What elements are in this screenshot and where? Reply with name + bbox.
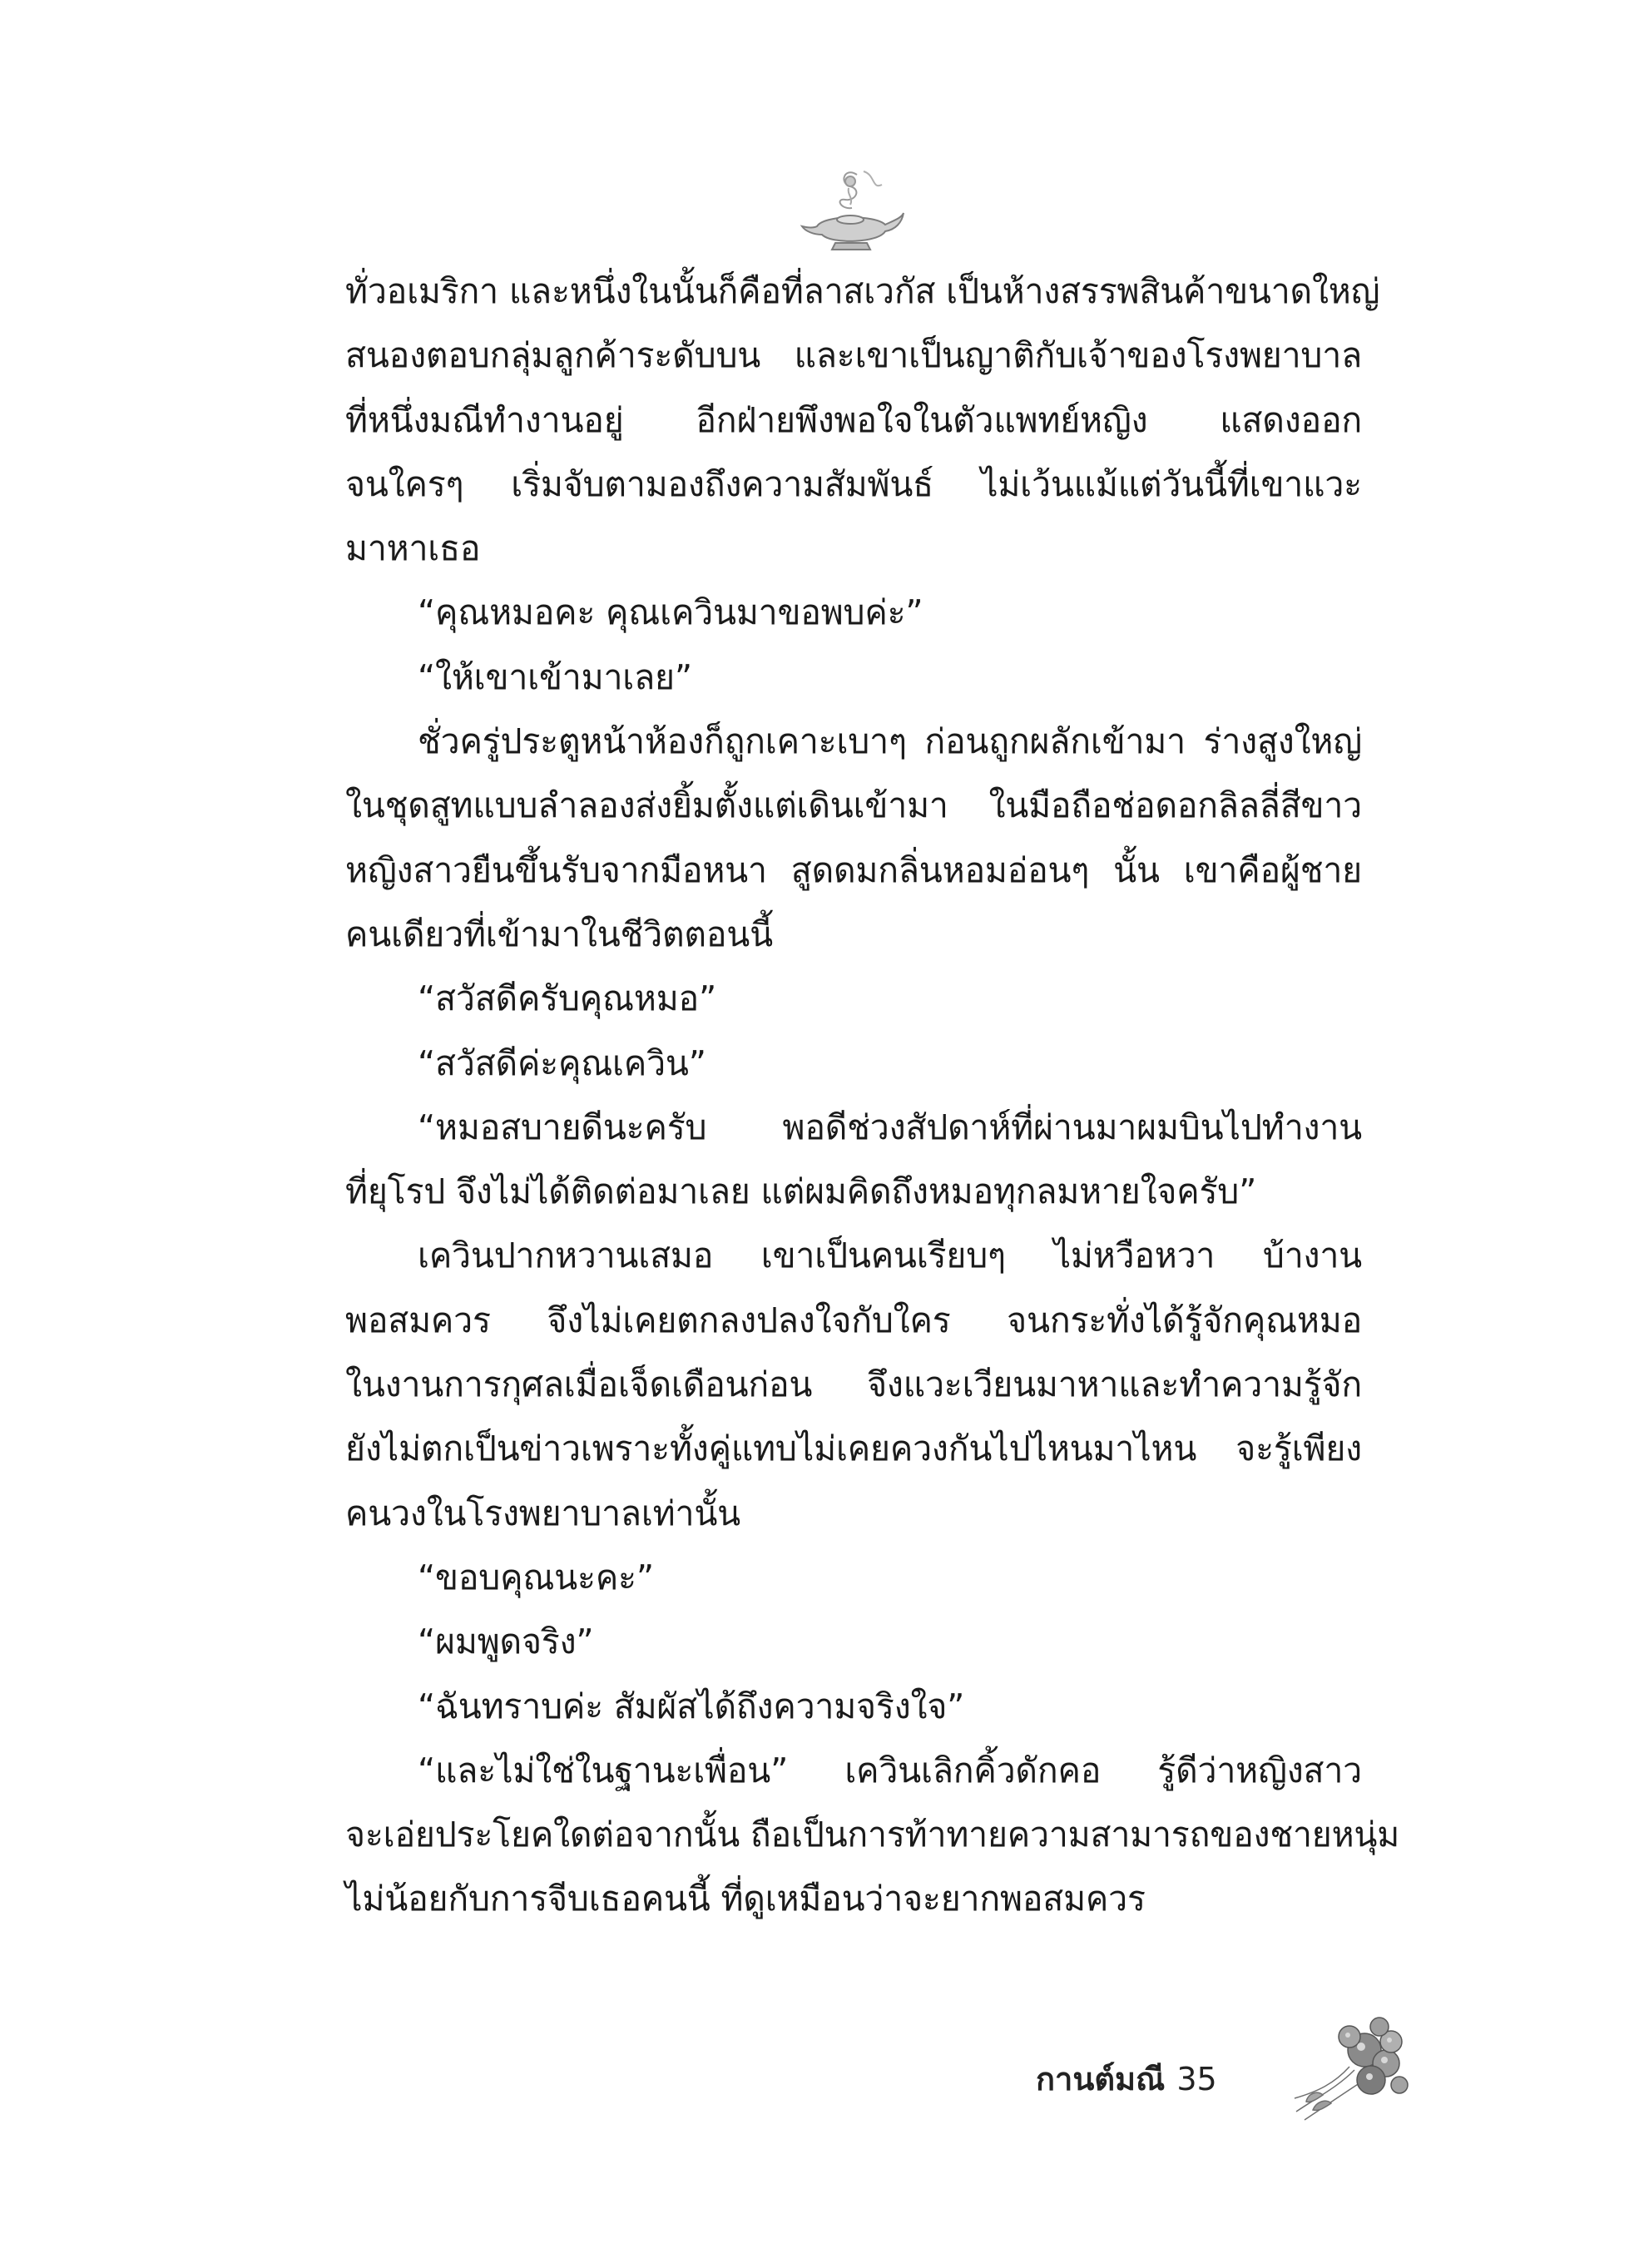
body-text bbox=[345, 260, 1400, 1932]
text-line: ทั่วอเมริกา และหนึ่งในนั้นก็คือที่ลาสเวกัส เป็นห้างสรรพสินค้าขนาดใหญ่ bbox=[345, 271, 1380, 311]
text-line: “และไม่ใช่ในฐานะเพื่อน” เควินเลิกคิ้วดักคอ รู้ดีว่าหญิงสาว bbox=[418, 1750, 1362, 1790]
dialogue-line: “ผมพูดจริง” bbox=[418, 1622, 594, 1662]
text-line: สนองตอบกลุ่มลูกค้าระดับบน และเขาเป็นญาติกับเจ้าของโรงพยาบาล bbox=[345, 335, 1362, 376]
paragraph bbox=[345, 260, 1380, 581]
text-line: จนใครๆ เริ่มจับตามองถึงความสัมพันธ์ ไม่เว้นแม้แต่วันนี้ที่เขาแวะ bbox=[345, 463, 1362, 504]
text-line: ในงานการกุศลเมื่อเจ็ดเดือนก่อน จึงแวะเวียนมาหาและทำความรู้จัก bbox=[345, 1364, 1362, 1405]
paragraph bbox=[345, 1739, 1400, 1932]
flower-bouquet-icon bbox=[1288, 2012, 1413, 2128]
page-footer bbox=[1036, 2053, 1217, 2104]
text-line: พอสมควร จึงไม่เคยตกลงปลงใจกับใคร จนกระทั่งได้รู้จักคุณหมอ bbox=[345, 1300, 1362, 1340]
text-line: จะเอ่ยประโยคใดต่อจากนั้น ถือเป็นการท้าทายความสามารถของชายหนุ่ม bbox=[345, 1815, 1400, 1855]
dialogue-line: “สวัสดีครับคุณหมอ” bbox=[418, 978, 716, 1019]
dialogue-line: “ให้เขาเข้ามาเลย” bbox=[418, 656, 692, 697]
text-line: คนเดียวที่เข้ามาในชีวิตตอนนี้ bbox=[345, 914, 773, 954]
book-title: กานต์มณี bbox=[1036, 2061, 1166, 2097]
page-number: 35 bbox=[1176, 2061, 1217, 2097]
paragraph bbox=[345, 710, 1362, 967]
text-line: ที่ยุโรป จึงไม่ได้ติดต่อมาเลย แต่ผมคิดถึงหมอทุกลมหายใจครับ” bbox=[345, 1171, 1257, 1212]
text-line: ชั่วครู่ประตูหน้าห้องก็ถูกเคาะเบาๆ ก่อนถูกผลักเข้ามา ร่างสูงใหญ่ bbox=[418, 721, 1362, 762]
paragraph bbox=[345, 967, 1362, 1031]
paragraph bbox=[345, 1096, 1362, 1225]
paragraph bbox=[345, 581, 1362, 645]
paragraph bbox=[345, 646, 1362, 710]
text-line: ที่หนึ่งมณีทำงานอยู่ อีกฝ่ายพึงพอใจในตัวแพทย์หญิง แสดงออก bbox=[345, 399, 1362, 440]
text-line: ยังไม่ตกเป็นข่าวเพราะทั้งคู่แทบไม่เคยควงกันไปไหนมาไหน จะรู้เพียง bbox=[345, 1429, 1362, 1469]
text-line: ไม่น้อยกับการจีบเธอคนนี้ ที่ดูเหมือนว่าจะยากพอสมควร bbox=[345, 1879, 1146, 1919]
paragraph bbox=[345, 1546, 1362, 1610]
paragraph bbox=[345, 1675, 1362, 1739]
text-line: มาหาเธอ bbox=[345, 528, 481, 569]
dialogue-line: “ขอบคุณนะคะ” bbox=[418, 1557, 654, 1597]
dialogue-line: “สวัสดีค่ะคุณเควิน” bbox=[418, 1042, 706, 1083]
text-line: “หมอสบายดีนะครับ พอดีช่วงสัปดาห์ที่ผ่านมาผมบินไปทำงาน bbox=[418, 1107, 1362, 1147]
dialogue-line: “ฉันทราบค่ะ สัมผัสได้ถึงความจริงใจ” bbox=[418, 1686, 965, 1726]
paragraph bbox=[345, 1032, 1362, 1096]
text-line: หญิงสาวยืนขึ้นรับจากมือหนา สูดดมกลิ่นหอมอ่อนๆ นั้น เขาคือผู้ชาย bbox=[345, 849, 1362, 890]
text-line: เควินปากหวานเสมอ เขาเป็นคนเรียบๆ ไม่หวือหวา บ้างาน bbox=[418, 1236, 1362, 1276]
text-line: คนวงในโรงพยาบาลเท่านั้น bbox=[345, 1493, 740, 1533]
paragraph bbox=[345, 1610, 1362, 1674]
dialogue-line: “คุณหมอคะ คุณเควินมาขอพบค่ะ” bbox=[418, 592, 923, 633]
paragraph bbox=[345, 1224, 1362, 1545]
genie-lamp-icon bbox=[799, 166, 907, 258]
text-line: ในชุดสูทแบบลำลองส่งยิ้มตั้งแต่เดินเข้ามา ในมือถือช่อดอกลิลลี่สีขาว bbox=[345, 785, 1362, 826]
